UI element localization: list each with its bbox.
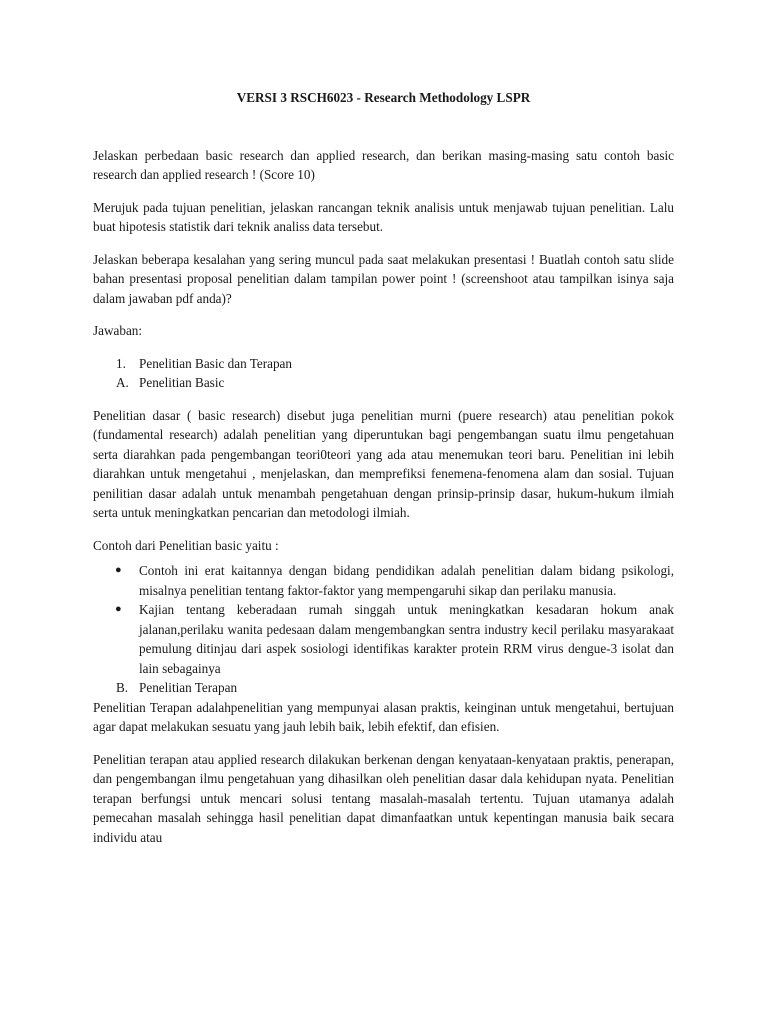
list-item-text: Penelitian Basic <box>139 375 225 390</box>
answer-outline <box>93 354 674 393</box>
document-title: VERSI 3 RSCH6023 - Research Methodology LSPR <box>236 90 531 105</box>
question-1: Jelaskan perbedaan basic research dan applied research, dan berikan masing-masing satu contoh basic research dan applied research ! (Score 10) <box>93 147 674 182</box>
applied-research-paragraph-1: Penelitian Terapan adalahpenelitian yang mempunyai alasan praktis, keinginan untuk mengetahui, bertujuan agar dapat melakukan sesuatu yang jauh lebih baik, lebih efektif, dan efisien. <box>93 699 674 734</box>
section-b-heading <box>93 678 674 698</box>
basic-examples-list <box>93 561 674 698</box>
applied-research-paragraph-2: Penelitian terapan atau applied research dilakukan berkenan dengan kenyataan-kenyataan praktis, penerapan, dan pengembangan ilmu pengetahuan yang dihasilkan oleh penelitian dasar dala kehidupan nyata. Penelitian terapan berfungsi untuk mencari solusi tentang masalah-masalah tertentu. Tujuan utamanya adalah pemecahan masalah sehingga hasil penelitian dapat dimanfaatkan untuk kepentingan manusia baik secara individu atau <box>93 751 674 845</box>
list-marker: 1. <box>116 355 126 371</box>
list-marker: A. <box>116 375 129 390</box>
bullet-icon: ● <box>115 564 122 576</box>
answer-label: Jawaban: <box>93 323 143 338</box>
section-a-heading <box>93 373 674 393</box>
list-item-text: Contoh ini erat kaitannya dengan bidang pendidikan adalah penelitian dalam bidang psikologi, misalnya penelitian tentang faktor-faktor yang mempengaruhi sikap dan perilaku manusia. <box>139 563 674 598</box>
numbered-item-1 <box>93 354 674 374</box>
basic-examples-label: Contoh dari Penelitian basic yaitu : <box>93 537 279 553</box>
list-item-text: Kajian tentang keberadaan rumah singgah untuk meningkatkan kesadaran hokum anak jalanan,perilaku wanita pedesaan dalam mengembangkan sentra industry kecil perilaku masyarakaat pemulung ditinjau dari aspek sosiologi identifikas karakter protein RRM virus dengue-3 isolat dan lain sebagainya <box>139 602 674 676</box>
list-item-text: Penelitian Basic dan Terapan <box>139 355 293 371</box>
list-item-text: Penelitian Terapan <box>139 680 238 695</box>
basic-research-paragraph: Penelitian dasar ( basic research) disebut juga penelitian murni (puere research) atau penelitian pokok (fundamental research) adalah penelitian yang diperuntukan bagi pengembangan suatu ilmu pengetahuan serta diarahkan pada pengembangan teori0teori yang ada atau menemukan teori baru. Penelitian ini lebih diarahkan untuk mengetahui , menjelaskan, dan memprefiksi fenemena-fenomena alam dan sosial. Tujuan penilitian dasar adalah untuk menambah pengetahuan dengan prinsip-prinsip dasar, hukum-hukum ilmiah serta untuk meningkatkan pencarian dan metodologi ilmiah. <box>93 407 674 520</box>
document-body <box>93 88 674 860</box>
list-item <box>93 600 674 678</box>
question-3: Jelaskan beberapa kesalahan yang sering muncul pada saat melakukan presentasi ! Buatlah contoh satu slide bahan presentasi proposal penelitian dalam tampilan power point ! (screenshoot atau tampilkan isinya saja dalam jawaban pdf anda)? <box>93 251 674 306</box>
list-item <box>93 561 674 600</box>
question-2: Merujuk pada tujuan penelitian, jelaskan rancangan teknik analisis untuk menjawab tujuan penelitian. Lalu buat hipotesis statistik dari teknik analiss data tersebut. <box>93 199 674 234</box>
bullet-icon: ● <box>115 603 122 615</box>
list-marker: B. <box>116 680 129 695</box>
